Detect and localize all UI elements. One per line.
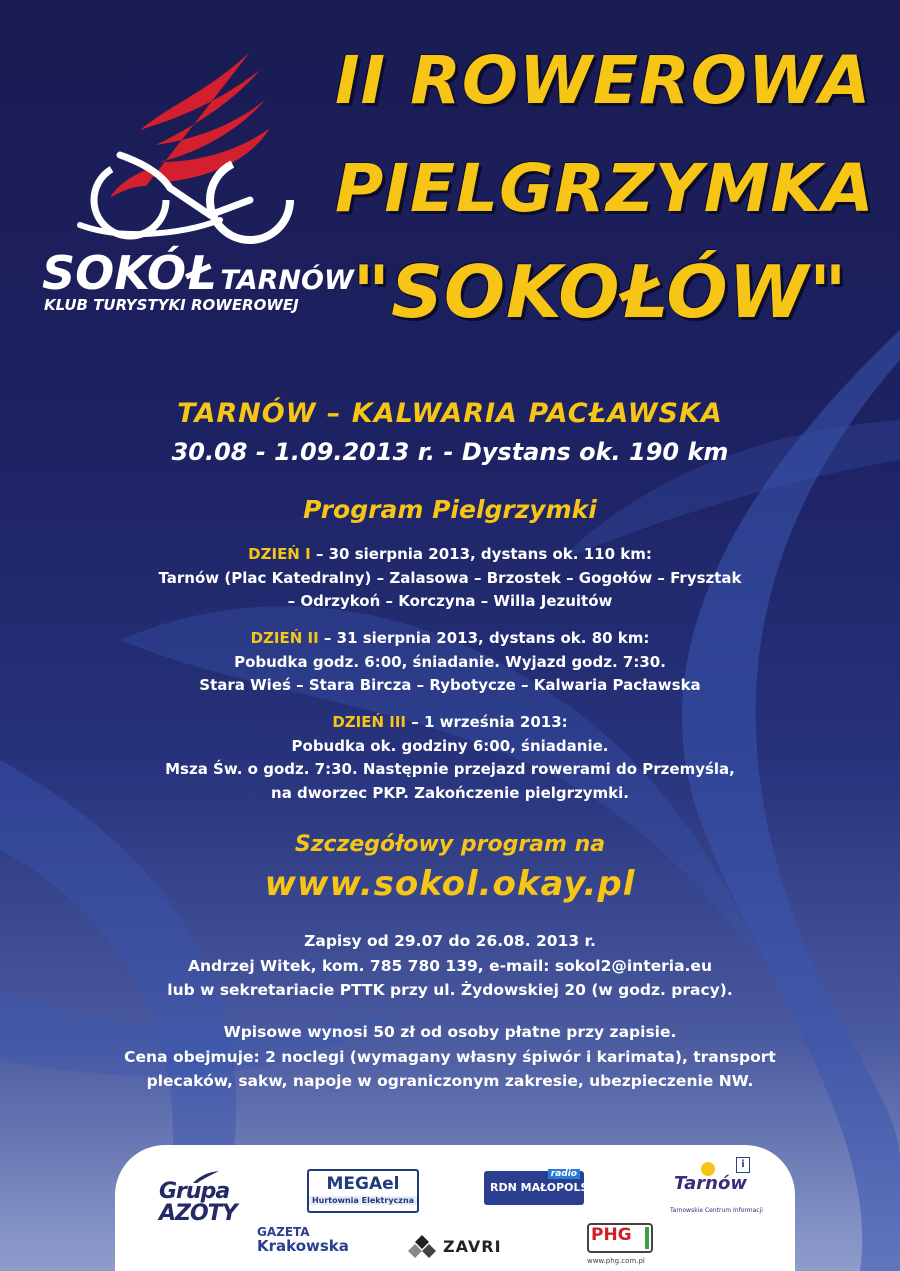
sponsor-phg-bar: [645, 1227, 649, 1249]
fee-line: plecaków, sakw, napoje w ograniczonym zakresie, ubezpieczenie NW.: [146, 1072, 754, 1090]
sponsor-phg-url: www.phg.com.pl: [587, 1257, 645, 1265]
day-2-label: DZIEŃ II: [250, 629, 319, 647]
logo-brand-name: SOKÓŁ: [42, 246, 217, 300]
title-line-1: II ROWEROWA: [335, 42, 872, 119]
diamond-icon: [407, 1233, 437, 1263]
sponsor-megael-tagline: Hurtownia Elektryczna: [309, 1196, 417, 1205]
registration-info: [0, 929, 900, 1003]
sponsor-tarnow-tagline: Tarnowskie Centrum Informacji: [670, 1207, 763, 1214]
day-3-line: Pobudka ok. godziny 6:00, śniadanie.: [291, 736, 609, 755]
day-1-line: – 30 sierpnia 2013, dystans ok. 110 km:: [310, 545, 652, 563]
fee-line: Cena obejmuje: 2 noclegi (wymagany własny śpiwór i karimata), transport: [124, 1047, 776, 1066]
fee-info: [0, 1020, 900, 1094]
club-logo: [40, 50, 354, 320]
program-heading: Program Pielgrzymki: [303, 495, 597, 524]
route-heading: TARNÓW – KALWARIA PACŁAWSKA: [177, 398, 723, 429]
day-2-line: Stara Wieś – Stara Bircza – Rybotycze – Kalwaria Pacławska: [199, 676, 701, 694]
sponsor-zavri: [407, 1233, 527, 1263]
logo-city: TARNÓW: [220, 265, 354, 296]
registration-line: Zapisy od 29.07 do 26.08. 2013 r.: [304, 932, 596, 950]
sponsor-tarnow-info: [670, 1155, 763, 1219]
title-line-3: "SOKOŁÓW": [352, 250, 848, 334]
cyclist-bird-icon: [60, 50, 310, 250]
details-label: Szczegółowy program na: [294, 832, 606, 857]
logo-subtitle: KLUB TURYSTYKI ROWEROWEJ: [44, 296, 299, 314]
sponsor-megael-name: MEGAel: [326, 1174, 400, 1194]
sponsor-krakowska-text: Krakowska: [257, 1237, 349, 1255]
day-2-line: Pobudka godz. 6:00, śniadanie. Wyjazd godz. 7:30.: [234, 652, 666, 671]
sponsor-zavri-name: ZAVRI: [443, 1237, 502, 1256]
registration-line: lub w sekretariacie PTTK przy ul. Żydowskiej 20 (w godz. pracy).: [167, 981, 733, 999]
sponsor-radio-tag: radio: [548, 1169, 580, 1179]
day-3-line: na dworzec PKP. Zakończenie pielgrzymki.: [271, 783, 629, 802]
sponsors-panel: [115, 1145, 795, 1271]
sponsor-radio-malopolska: [484, 1169, 606, 1205]
website-link[interactable]: www.sokol.okay.pl: [264, 864, 636, 904]
day-3-line: Msza Św. o godz. 7:30. Następnie przejazd rowerami do Przemyśla,: [165, 760, 735, 778]
day-1-block: [0, 543, 900, 614]
day-2-line: – 31 sierpnia 2013, dystans ok. 80 km:: [318, 629, 650, 647]
sponsor-gazeta-krakowska: [257, 1225, 349, 1255]
title-line-2: PIELGRZYMKA: [335, 150, 875, 227]
day-2-block: [0, 627, 900, 698]
day-3-block: [0, 711, 900, 805]
sponsor-megael: [307, 1169, 419, 1213]
sponsor-grupa-text: Grupa: [159, 1179, 230, 1204]
dates-distance: 30.08 - 1.09.2013 r. - Dystans ok. 190 km: [171, 438, 729, 466]
day-3-header: [0, 711, 900, 735]
sponsor-radio-name: RDN MAŁOPOLSKA: [490, 1181, 606, 1194]
sponsor-azoty-text: AZOTY: [159, 1201, 237, 1226]
day-3-label: DZIEŃ III: [332, 713, 407, 731]
sponsor-phg-name: PHG: [591, 1225, 632, 1245]
day-3-line: – 1 września 2013:: [406, 713, 568, 731]
logo-brand-text: [42, 246, 354, 300]
sponsor-tarnow-name: Tarnów: [674, 1173, 747, 1194]
sponsor-phg: [587, 1223, 657, 1271]
sponsor-grupa-azoty: [159, 1165, 259, 1225]
day-1-line: – Odrzykoń – Korczyna – Willa Jezuitów: [287, 592, 613, 610]
info-icon: i: [736, 1157, 750, 1173]
fee-line: Wpisowe wynosi 50 zł od osoby płatne przy zapisie.: [223, 1023, 677, 1041]
registration-line: Andrzej Witek, kom. 785 780 139, e-mail: sokol2@interia.eu: [188, 956, 712, 975]
sponsor-gazeta-text: GAZETA: [257, 1225, 310, 1239]
day-1-label: DZIEŃ I: [248, 545, 311, 563]
day-1-header: [0, 543, 900, 567]
day-1-line: Tarnów (Plac Katedralny) – Zalasowa – Brzostek – Gogołów – Frysztak: [158, 568, 742, 587]
day-2-header: [0, 627, 900, 651]
